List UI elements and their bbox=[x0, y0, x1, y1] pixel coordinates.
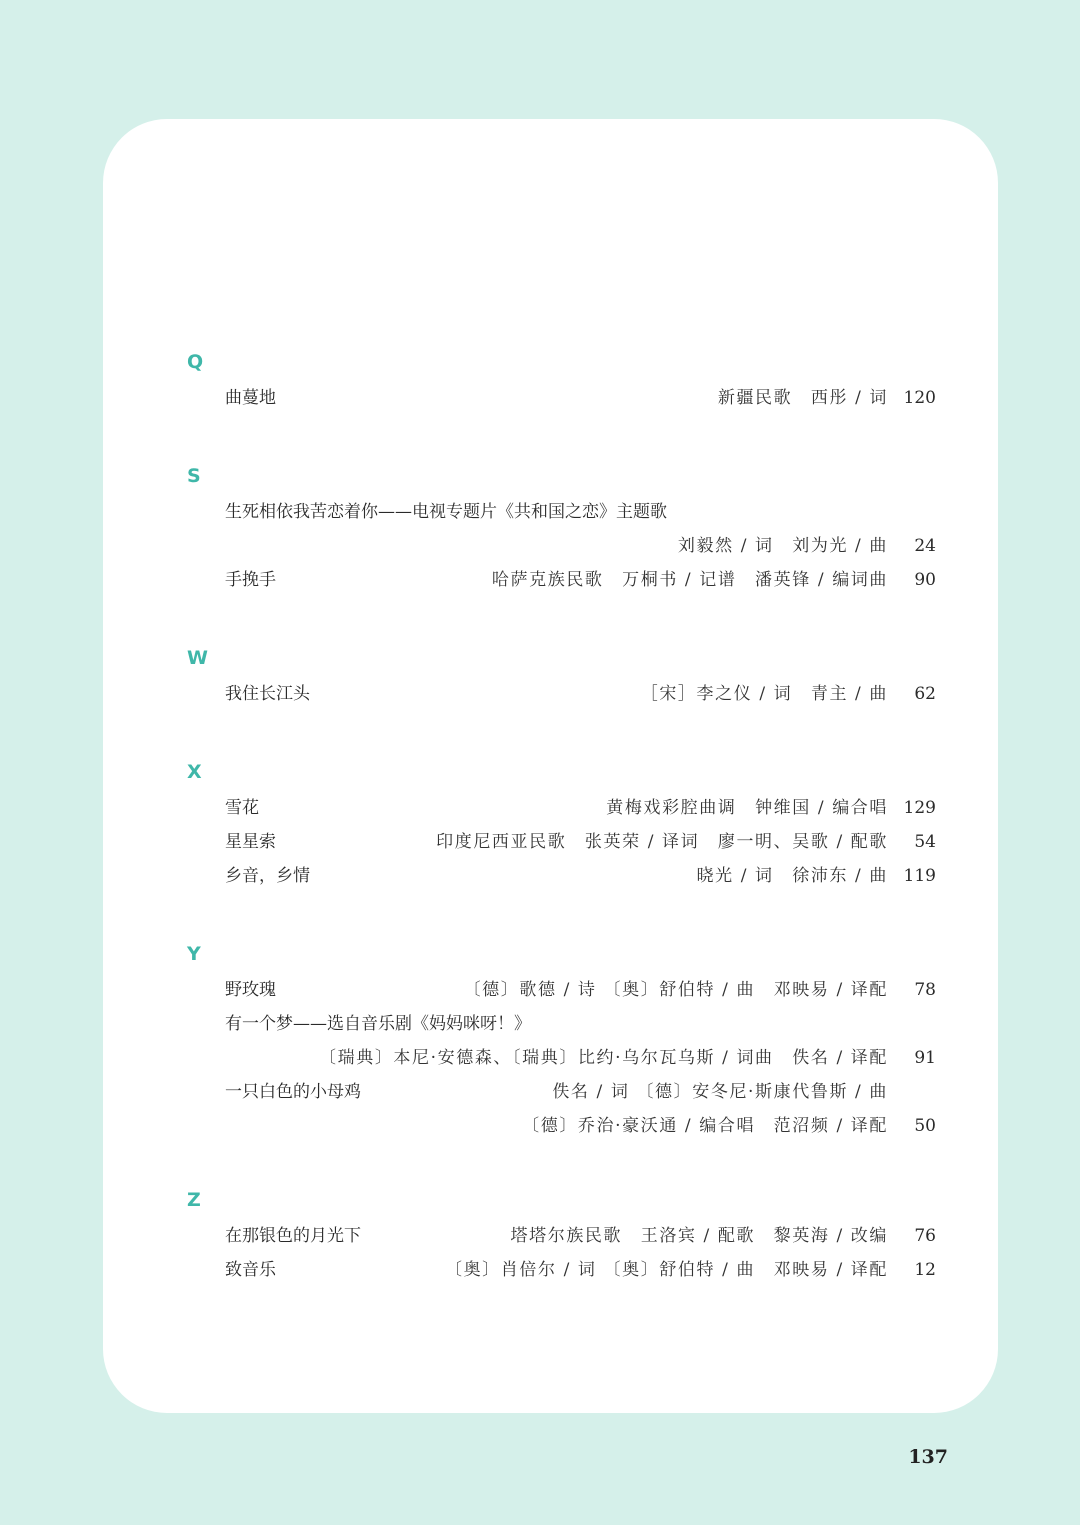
entry-credit: 刘毅然 / 词 刘为光 / 曲 bbox=[677, 536, 888, 556]
entry-page: 76 bbox=[914, 1226, 936, 1246]
entry-page: 129 bbox=[903, 798, 936, 818]
index-entry-continuation bbox=[225, 1043, 936, 1073]
entry-credit: 塔塔尔族民歌 王洛宾 / 配歌 黎英海 / 改编 bbox=[510, 1226, 888, 1246]
index-entry[interactable] bbox=[225, 793, 936, 823]
section-letter: Y bbox=[187, 943, 201, 965]
entry-page: 90 bbox=[914, 570, 936, 590]
entry-credit: 〔奥〕肖倍尔 / 词 〔奥〕舒伯特 / 曲 邓映易 / 译配 bbox=[444, 1260, 888, 1280]
entry-title: 致音乐 bbox=[225, 1260, 276, 1280]
entry-title: 雪花 bbox=[225, 798, 259, 818]
index-entry[interactable] bbox=[225, 383, 936, 413]
entry-title: 野玫瑰 bbox=[225, 980, 276, 1000]
entry-title: 乡音，乡情 bbox=[225, 866, 310, 886]
entry-credit: ［宋］李之仪 / 词 青主 / 曲 bbox=[640, 684, 888, 704]
entry-credit: 佚名 / 词 〔德〕安冬尼·斯康代鲁斯 / 曲 bbox=[552, 1082, 888, 1102]
page-number: 137 bbox=[908, 1446, 948, 1468]
section-letter: S bbox=[187, 465, 201, 487]
entry-credit: 黄梅戏彩腔曲调 钟维国 / 编合唱 bbox=[606, 798, 888, 818]
entry-page: 54 bbox=[914, 832, 936, 852]
entry-credit: 晓光 / 词 徐沛东 / 曲 bbox=[696, 866, 888, 886]
entry-title: 在那银色的月光下 bbox=[225, 1226, 361, 1246]
entry-credit: 哈萨克族民歌 万桐书 / 记谱 潘英锋 / 编词曲 bbox=[491, 570, 888, 590]
index-entry[interactable] bbox=[225, 1009, 936, 1039]
entry-page: 119 bbox=[903, 866, 936, 886]
index-entry[interactable] bbox=[225, 679, 936, 709]
entry-title: 星星索 bbox=[225, 832, 276, 852]
index-entry[interactable] bbox=[225, 497, 936, 527]
section-letter: W bbox=[187, 647, 208, 669]
index-entry[interactable] bbox=[225, 861, 936, 891]
entry-page: 78 bbox=[914, 980, 936, 1000]
entry-page: 24 bbox=[914, 536, 936, 556]
entry-title: 一只白色的小母鸡 bbox=[225, 1082, 361, 1102]
entry-page: 12 bbox=[914, 1260, 936, 1280]
section-letter: Z bbox=[187, 1189, 201, 1211]
index-entry-continuation bbox=[225, 1111, 936, 1141]
section-letter: Q bbox=[187, 351, 204, 373]
index-entry[interactable] bbox=[225, 827, 936, 857]
entry-title: 曲蔓地 bbox=[225, 388, 276, 408]
index-entry[interactable] bbox=[225, 1221, 936, 1251]
index-entry[interactable] bbox=[225, 975, 936, 1005]
entry-credit: 印度尼西亚民歌 张英荣 / 译词 廖一明、吴歌 / 配歌 bbox=[436, 832, 888, 852]
entry-page: 50 bbox=[914, 1116, 936, 1136]
entry-page: 62 bbox=[914, 684, 936, 704]
index-entry[interactable] bbox=[225, 565, 936, 595]
entry-title: 我住长江头 bbox=[225, 684, 310, 704]
entry-credit: 〔瑞典〕本尼·安德森、〔瑞典〕比约·乌尔瓦乌斯 / 词曲 佚名 / 译配 bbox=[319, 1048, 888, 1068]
entry-page: 120 bbox=[903, 388, 936, 408]
index-entry-continuation bbox=[225, 531, 936, 561]
index-card bbox=[103, 119, 998, 1413]
index-entry[interactable] bbox=[225, 1077, 936, 1107]
index-entry[interactable] bbox=[225, 1255, 936, 1285]
entry-credit: 〔德〕乔治·豪沃通 / 编合唱 范沼频 / 译配 bbox=[522, 1116, 888, 1136]
entry-title: 手挽手 bbox=[225, 570, 276, 590]
entry-title: 有一个梦——选自音乐剧《妈妈咪呀！》 bbox=[225, 1014, 531, 1034]
section-letter: X bbox=[187, 761, 202, 783]
entry-credit: 〔德〕歌德 / 诗 〔奥〕舒伯特 / 曲 邓映易 / 译配 bbox=[463, 980, 888, 1000]
entry-credit: 新疆民歌 西彤 / 词 bbox=[717, 388, 888, 408]
entry-title: 生死相依我苦恋着你——电视专题片《共和国之恋》主题歌 bbox=[225, 502, 667, 522]
entry-page: 91 bbox=[914, 1048, 936, 1068]
